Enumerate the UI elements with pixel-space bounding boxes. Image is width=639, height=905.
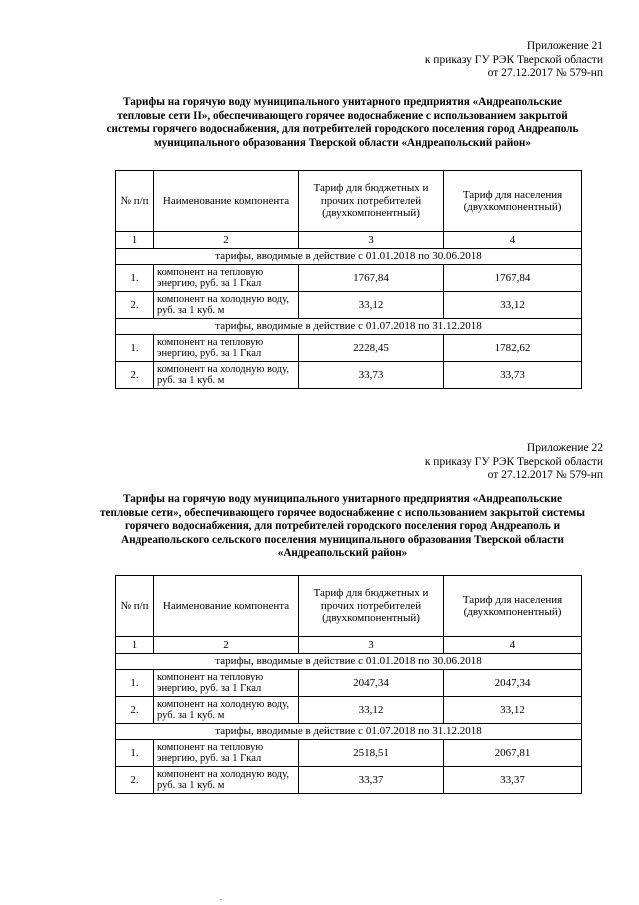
population-tariff-value: 33,12 bbox=[444, 292, 582, 319]
component-name: компонент на холодную воду, руб. за 1 куб. м bbox=[154, 292, 299, 319]
period-row bbox=[116, 654, 582, 670]
column-number: 1 bbox=[116, 232, 154, 249]
annex-header-22 bbox=[303, 442, 603, 483]
column-number: 2 bbox=[154, 232, 299, 249]
table-header-row bbox=[116, 576, 582, 637]
table-row bbox=[116, 292, 582, 319]
header-number: № п/п bbox=[116, 171, 154, 232]
tariff-table-21 bbox=[115, 170, 582, 389]
budget-tariff-value: 2518,51 bbox=[299, 740, 444, 767]
annex-number: Приложение 21 bbox=[526, 40, 603, 52]
population-tariff-value: 2067,81 bbox=[444, 740, 582, 767]
header-budget-tariff: Тариф для бюджетных и прочих потребителей (двухкомпонентный) bbox=[299, 576, 444, 637]
row-number: 2. bbox=[116, 362, 154, 389]
header-number: № п/п bbox=[116, 576, 154, 637]
row-number: 2. bbox=[116, 767, 154, 794]
annex-number: Приложение 22 bbox=[526, 442, 603, 454]
component-name: компонент на тепловую энергию, руб. за 1 Гкал bbox=[154, 670, 299, 697]
document-title-21: Тарифы на горячую воду муниципального унитарного предприятия «Андреапольские тепловые сети II», обеспечивающего горячее водоснабжение с использованием закрытой системы горячего водоснабжения, для потребителей городского поселения город Андреаполь муниципального образования Тверской области «Андреапольский район» bbox=[106, 96, 579, 149]
row-number: 1. bbox=[116, 670, 154, 697]
table-row bbox=[116, 697, 582, 724]
period-row bbox=[116, 724, 582, 740]
column-number: 3 bbox=[299, 637, 444, 654]
table-row bbox=[116, 767, 582, 794]
column-number: 3 bbox=[299, 232, 444, 249]
annex-order-date: от 27.12.2017 № 579-нп bbox=[487, 67, 603, 79]
table-row bbox=[116, 265, 582, 292]
header-population-tariff: Тариф для населения (двухкомпонентный) bbox=[444, 171, 582, 232]
population-tariff-value: 33,12 bbox=[444, 697, 582, 724]
component-name: компонент на холодную воду, руб. за 1 куб. м bbox=[154, 362, 299, 389]
column-number: 4 bbox=[444, 637, 582, 654]
period-label: тарифы, вводимые в действие с 01.01.2018 по 30.06.2018 bbox=[116, 249, 582, 265]
header-budget-tariff: Тариф для бюджетных и прочих потребителей (двухкомпонентный) bbox=[299, 171, 444, 232]
period-label: тарифы, вводимые в действие с 01.07.2018 по 31.12.2018 bbox=[116, 319, 582, 335]
annex-order-date: от 27.12.2017 № 579-нп bbox=[487, 469, 603, 481]
budget-tariff-value: 33,12 bbox=[299, 697, 444, 724]
population-tariff-value: 33,37 bbox=[444, 767, 582, 794]
budget-tariff-value: 2228,45 bbox=[299, 335, 444, 362]
annex-order-ref: к приказу ГУ РЭК Тверской области bbox=[424, 53, 603, 66]
tariff-table-22 bbox=[115, 575, 582, 794]
budget-tariff-value: 2047,34 bbox=[299, 670, 444, 697]
component-name: компонент на тепловую энергию, руб. за 1 Гкал bbox=[154, 740, 299, 767]
column-number-row bbox=[116, 232, 582, 249]
budget-tariff-value: 1767,84 bbox=[299, 265, 444, 292]
column-number: 4 bbox=[444, 232, 582, 249]
annex-header-21 bbox=[303, 40, 603, 81]
column-number-row bbox=[116, 637, 582, 654]
document-title-22: Тарифы на горячую воду муниципального унитарного предприятия «Андреапольские тепловые сети», обеспечивающего горячее водоснабжение с использованием закрытой системы горячего водоснабжения, для потребителей городского поселения город Андреаполь и Андреапольского сельского поселения муниципального образования Тверской области «Андреапольский район» bbox=[100, 493, 585, 559]
table-row bbox=[116, 335, 582, 362]
header-population-tariff: Тариф для населения (двухкомпонентный) bbox=[444, 576, 582, 637]
table-row bbox=[116, 740, 582, 767]
row-number: 1. bbox=[116, 265, 154, 292]
scan-mark: . bbox=[220, 893, 222, 902]
population-tariff-value: 2047,34 bbox=[444, 670, 582, 697]
table-row bbox=[116, 670, 582, 697]
component-name: компонент на холодную воду, руб. за 1 куб. м bbox=[154, 697, 299, 724]
period-label: тарифы, вводимые в действие с 01.01.2018 по 30.06.2018 bbox=[116, 654, 582, 670]
row-number: 2. bbox=[116, 292, 154, 319]
period-label: тарифы, вводимые в действие с 01.07.2018 по 31.12.2018 bbox=[116, 724, 582, 740]
column-number: 1 bbox=[116, 637, 154, 654]
component-name: компонент на тепловую энергию, руб. за 1 Гкал bbox=[154, 335, 299, 362]
population-tariff-value: 1767,84 bbox=[444, 265, 582, 292]
population-tariff-value: 33,73 bbox=[444, 362, 582, 389]
header-component: Наименование компонента bbox=[154, 576, 299, 637]
population-tariff-value: 1782,62 bbox=[444, 335, 582, 362]
row-number: 2. bbox=[116, 697, 154, 724]
header-component: Наименование компонента bbox=[154, 171, 299, 232]
annex-order-ref: к приказу ГУ РЭК Тверской области bbox=[424, 455, 603, 468]
budget-tariff-value: 33,37 bbox=[299, 767, 444, 794]
budget-tariff-value: 33,73 bbox=[299, 362, 444, 389]
period-row bbox=[116, 319, 582, 335]
row-number: 1. bbox=[116, 740, 154, 767]
table-header-row bbox=[116, 171, 582, 232]
period-row bbox=[116, 249, 582, 265]
column-number: 2 bbox=[154, 637, 299, 654]
component-name: компонент на тепловую энергию, руб. за 1 Гкал bbox=[154, 265, 299, 292]
budget-tariff-value: 33,12 bbox=[299, 292, 444, 319]
table-row bbox=[116, 362, 582, 389]
row-number: 1. bbox=[116, 335, 154, 362]
component-name: компонент на холодную воду, руб. за 1 куб. м bbox=[154, 767, 299, 794]
